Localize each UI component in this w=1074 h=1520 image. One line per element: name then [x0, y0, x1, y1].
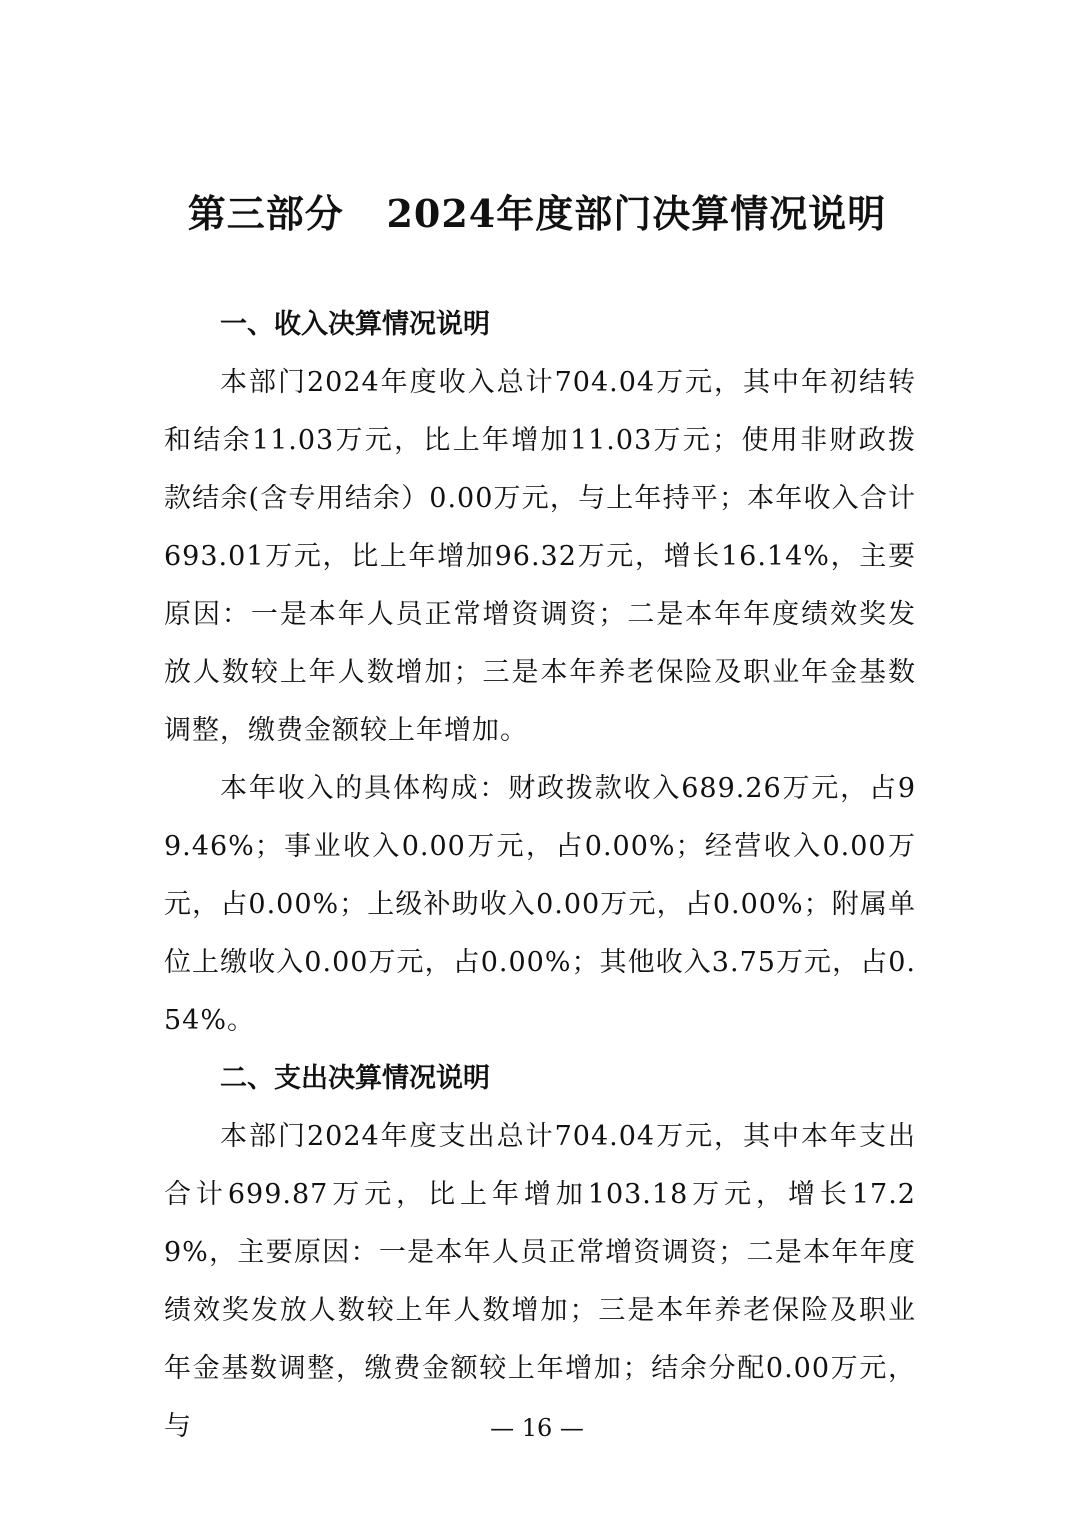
section-heading-expenditure: 二、支出决算情况说明	[220, 1063, 490, 1094]
page-number: — 16 —	[490, 1414, 584, 1442]
income-composition-paragraph: 本年收入的具体构成：财政拨款收入689.26万元，占99.46%；事业收入0.00万元，占0.00%；经营收入0.00万元，占0.00%；上级补助收入0.00万元，占0.00%；附属单位上缴收入0.00万元，占0.00%；其他收入3.75万元，占0.54%。	[164, 773, 916, 1036]
expenditure-summary-paragraph: 本部门2024年度支出总计704.04万元，其中本年支出合计699.87万元，比上年增加103.18万元，增长17.29%，主要原因：一是本年人员正常增资调资；二是本年年度绩效奖发放人数较上年人数增加；三是本年养老保险及职业年金基数调整，缴费金额较上年增加；结余分配0.00万元，与	[164, 1121, 916, 1442]
document-body	[164, 296, 916, 1456]
page-title: 第三部分 2024年度部门决算情况说明	[187, 191, 887, 236]
income-summary-paragraph: 本部门2024年度收入总计704.04万元，其中年初结转和结余11.03万元，比上年增加11.03万元；使用非财政拨款结余(含专用结余）0.00万元，与上年持平；本年收入合计693.01万元，比上年增加96.32万元，增长16.14%，主要原因：一是本年人员正常增资调资；二是本年年度绩效奖发放人数较上年人数增加；三是本年养老保险及职业年金基数调整，缴费金额较上年增加。	[164, 367, 916, 746]
section-heading-income: 一、收入决算情况说明	[220, 309, 490, 340]
